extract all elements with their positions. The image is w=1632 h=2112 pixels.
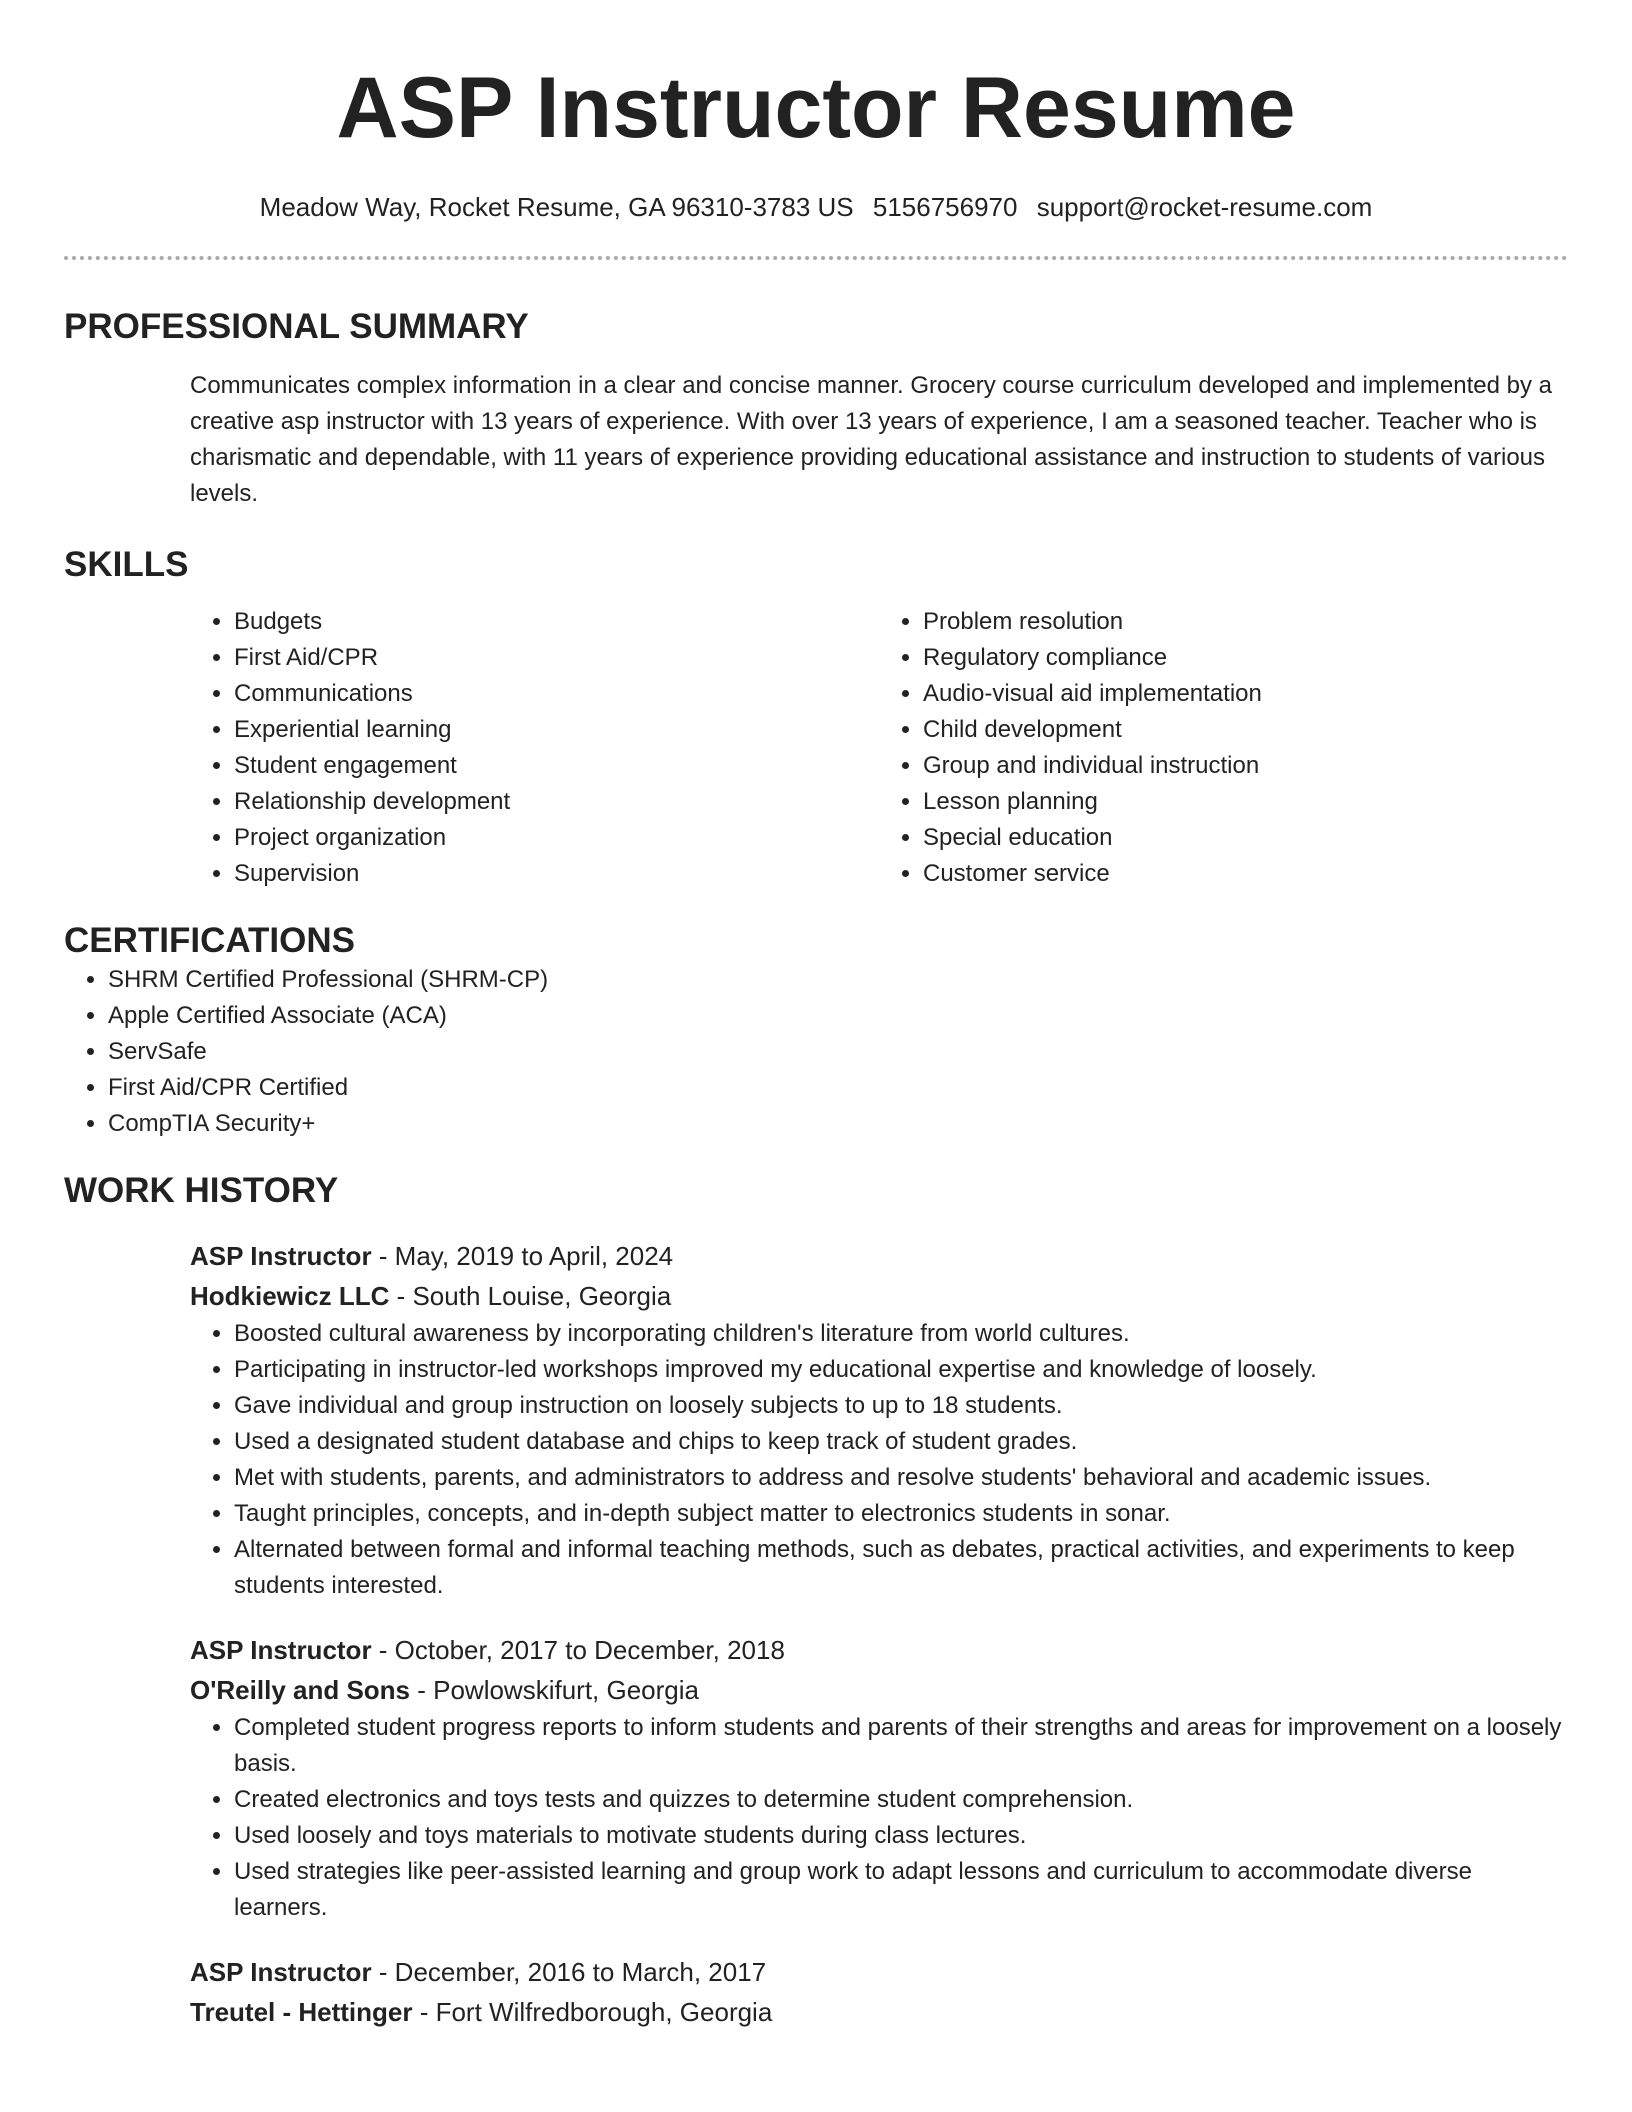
job-dates: - December, 2016 to March, 2017 <box>371 1957 767 1987</box>
job-role: ASP Instructor <box>190 1635 372 1665</box>
job-company-line <box>190 1670 1568 1710</box>
contact-phone: 5156756970 <box>872 192 1018 222</box>
skill-item: • Group and individual instruction <box>923 748 1568 784</box>
skill-item: • Project organization <box>234 820 879 856</box>
summary-text: Communicates complex information in a clear and concise manner. Grocery course curriculum developed and implemented by a creative asp instructor with 13 years of experience. With over 13 years of experience, I am a seasoned teacher. Teacher who is charismatic and dependable, with 11 years of experience providing educational assistance and instruction to students of various levels. <box>190 372 1552 507</box>
skill-item: • Experiential learning <box>234 712 879 748</box>
contact-address: Meadow Way, Rocket Resume, GA 96310-3783 US <box>259 192 854 222</box>
job-company: Hodkiewicz LLC <box>190 1281 390 1311</box>
job-dates: - October, 2017 to December, 2018 <box>371 1635 785 1665</box>
skill-item: • Budgets <box>234 604 879 640</box>
certification-item: • ServSafe <box>108 1034 1568 1070</box>
skill-item: • Lesson planning <box>923 784 1568 820</box>
contact-email: support@rocket-resume.com <box>1036 192 1373 222</box>
job-duty: • Taught principles, concepts, and in-depth subject matter to electronics students in sonar. <box>234 1496 1568 1532</box>
skill-item: • First Aid/CPR <box>234 640 879 676</box>
job-entry <box>190 1630 1568 1926</box>
job-duty: • Used a designated student database and chips to keep track of student grades. <box>234 1424 1568 1460</box>
job-duty: • Boosted cultural awareness by incorporating children's literature from world cultures. <box>234 1316 1568 1352</box>
job-duty: • Met with students, parents, and administrators to address and resolve students' behavioral and academic issues. <box>234 1460 1568 1496</box>
job-dates: - May, 2019 to April, 2024 <box>371 1241 674 1271</box>
job-duty: • Completed student progress reports to inform students and parents of their strengths and areas for improvement on a loosely basis. <box>234 1710 1568 1782</box>
skill-item: • Problem resolution <box>923 604 1568 640</box>
job-duty: • Alternated between formal and informal teaching methods, such as debates, practical activities, and experiments to keep students interested. <box>234 1532 1568 1604</box>
skill-item: • Audio-visual aid implementation <box>923 676 1568 712</box>
job-location: - South Louise, Georgia <box>389 1281 672 1311</box>
job-role-line <box>190 1630 1568 1670</box>
job-location: - Fort Wilfredborough, Georgia <box>412 1997 773 2027</box>
summary-heading: PROFESSIONAL SUMMARY <box>64 307 529 346</box>
job-duties-list <box>190 1316 1568 1604</box>
job-role: ASP Instructor <box>190 1957 372 1987</box>
certification-item: • CompTIA Security+ <box>108 1106 1568 1142</box>
skills-list-left <box>190 604 879 892</box>
job-entry <box>190 1952 1568 2032</box>
skills-columns <box>190 604 1568 892</box>
job-role-line <box>190 1952 1568 1992</box>
job-duty: • Participating in instructor-led workshops improved my educational expertise and knowledge of loosely. <box>234 1352 1568 1388</box>
certifications-heading: CERTIFICATIONS <box>64 921 356 960</box>
job-duty: • Created electronics and toys tests and quizzes to determine student comprehension. <box>234 1782 1568 1818</box>
job-company-line <box>190 1992 1568 2032</box>
work-history-heading: WORK HISTORY <box>64 1171 339 1210</box>
skill-item: • Regulatory compliance <box>923 640 1568 676</box>
page-title: ASP Instructor Resume <box>336 60 1296 156</box>
job-duty: • Used loosely and toys materials to motivate students during class lectures. <box>234 1818 1568 1854</box>
job-company: O'Reilly and Sons <box>190 1675 411 1705</box>
job-role-line <box>190 1236 1568 1276</box>
job-location: - Powlowskifurt, Georgia <box>410 1675 699 1705</box>
skill-item: • Communications <box>234 676 879 712</box>
skill-item: • Relationship development <box>234 784 879 820</box>
skills-heading: SKILLS <box>64 545 189 584</box>
job-company-line <box>190 1276 1568 1316</box>
certification-item: • First Aid/CPR Certified <box>108 1070 1568 1106</box>
skills-list-right <box>879 604 1568 892</box>
skill-item: • Customer service <box>923 856 1568 892</box>
certifications-list <box>64 962 1568 1142</box>
certification-item: • SHRM Certified Professional (SHRM-CP) <box>108 962 1568 998</box>
header-divider <box>64 256 1568 260</box>
job-role: ASP Instructor <box>190 1241 372 1271</box>
contact-line <box>64 192 1568 222</box>
job-duty: • Used strategies like peer-assisted learning and group work to adapt lessons and curriculum to accommodate diverse learners. <box>234 1854 1568 1926</box>
job-duty: • Gave individual and group instruction on loosely subjects to up to 18 students. <box>234 1388 1568 1424</box>
certification-item: • Apple Certified Associate (ACA) <box>108 998 1568 1034</box>
skill-item: • Special education <box>923 820 1568 856</box>
job-entry <box>190 1236 1568 1604</box>
skill-item: • Child development <box>923 712 1568 748</box>
job-duties-list <box>190 1710 1568 1926</box>
skill-item: • Student engagement <box>234 748 879 784</box>
skill-item: • Supervision <box>234 856 879 892</box>
job-company: Treutel - Hettinger <box>190 1997 413 2027</box>
